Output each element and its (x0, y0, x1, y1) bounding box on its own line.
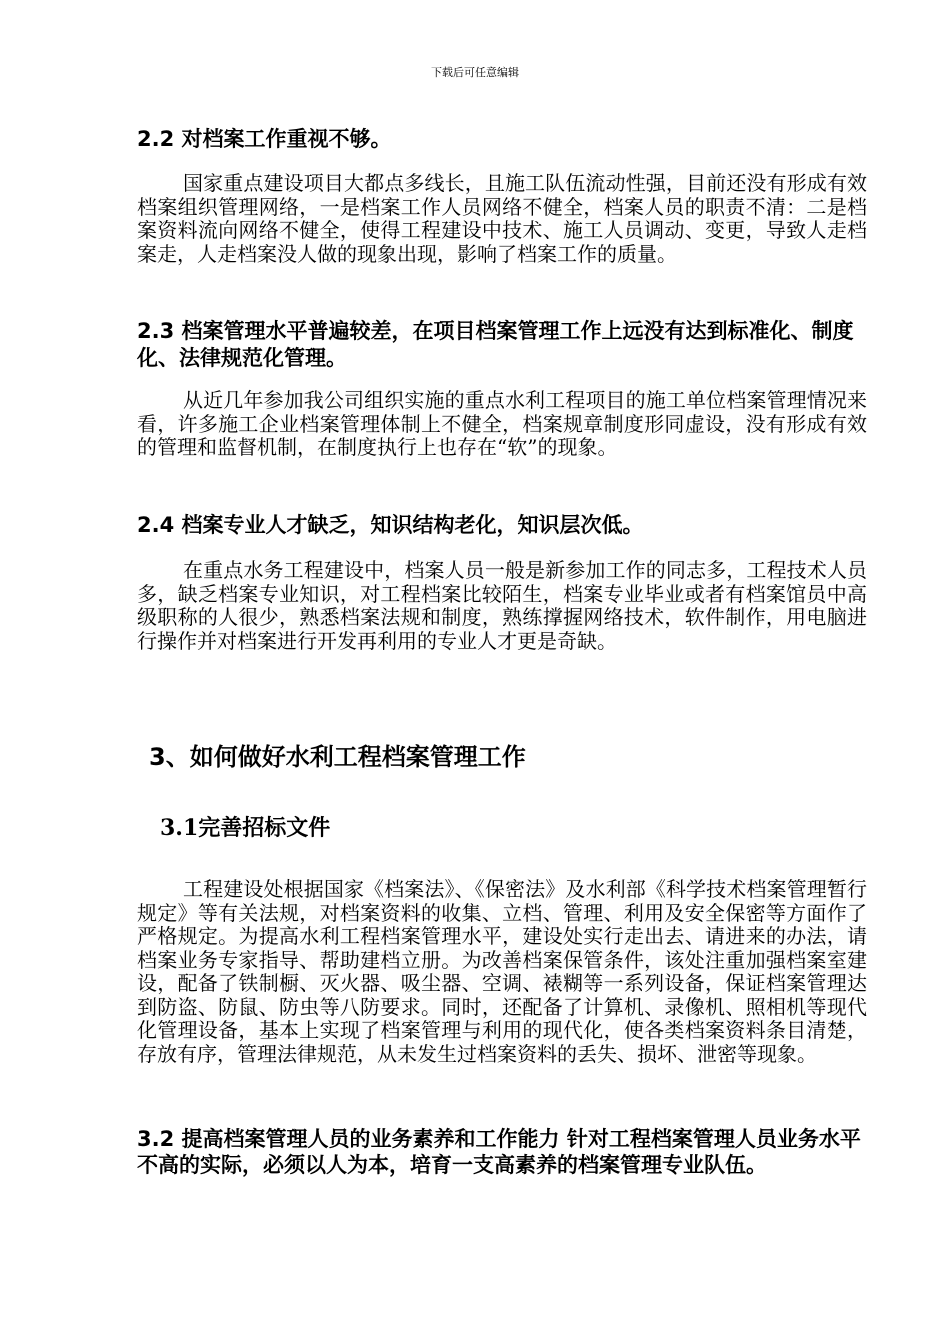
paragraph-2-2: 国家重点建设项目大都点多线长，且施工队伍流动性强，目前还没有形成有效档案组织管理网络，一是档案工作人员网络不健全，档案人员的职责不清：二是档案资料流向网络不健全，使得工程建设中技术、施工人员调动、变更，导致人走档案走，人走档案没人做的现象出现，影响了档案工作的质量。 (137, 171, 867, 266)
page-header: 下载后可任意编辑 (431, 66, 519, 79)
paragraph-2-4: 在重点水务工程建设中，档案人员一般是新参加工作的同志多，工程技术人员多，缺乏档案专业知识，对工程档案比较陌生，档案专业毕业或者有档案馆员中高级职称的人很少，熟悉档案法规和制度，熟练撑握网络技术，软件制作，用电脑进行操作并对档案进行开发再利用的专业人才更是奇缺。 (137, 558, 867, 653)
heading-2-4: 2.4 档案专业人才缺乏，知识结构老化，知识层次低。 (137, 513, 644, 537)
heading-3: 3、如何做好水利工程档案管理工作 (149, 743, 526, 771)
heading-2-2: 2.2 对档案工作重视不够。 (137, 127, 392, 151)
paragraph-3-1: 工程建设处根据国家《档案法》、《保密法》及水利部《科学技术档案管理暂行规定》等有关法规，对档案资料的收集、立档、管理、利用及安全保密等方面作了严格规定。为提高水利工程档案管理水平，建设处实行走出去、请进来的办法，请档案业务专家指导、帮助建档立册。为改善档案保管条件，该处注重加强档案室建设，配备了铁制橱、灭火器、吸尘器、空调、裱糊等一系列设备，保证档案管理达到防盗、防鼠、防虫等八防要求。同时，还配备了计算机、录像机、照相机等现代化管理设备，基本上实现了档案管理与利用的现代化，使各类档案资料条目清楚，存放有序，管理法律规范，从未发生过档案资料的丢失、损坏、泄密等现象。 (137, 877, 867, 1066)
paragraph-2-3: 从近几年参加我公司组织实施的重点水利工程项目的施工单位档案管理情况来看，许多施工企业档案管理体制上不健全，档案规章制度形同虚设，没有形成有效的管理和监督机制，在制度执行上也存在“软”的现象。 (137, 388, 867, 459)
heading-3-2: 3.2 提高档案管理人员的业务素养和工作能力 针对工程档案管理人员业务水平不高的实际，必须以人为本，培育一支高素养的档案管理专业队伍。 (137, 1127, 861, 1177)
heading-3-1: 3.1完善招标文件 (160, 815, 331, 841)
heading-2-3: 2.3 档案管理水平普遍较差，在项目档案管理工作上远没有达到标准化、制度化、法律规范化管理。 (137, 319, 854, 370)
